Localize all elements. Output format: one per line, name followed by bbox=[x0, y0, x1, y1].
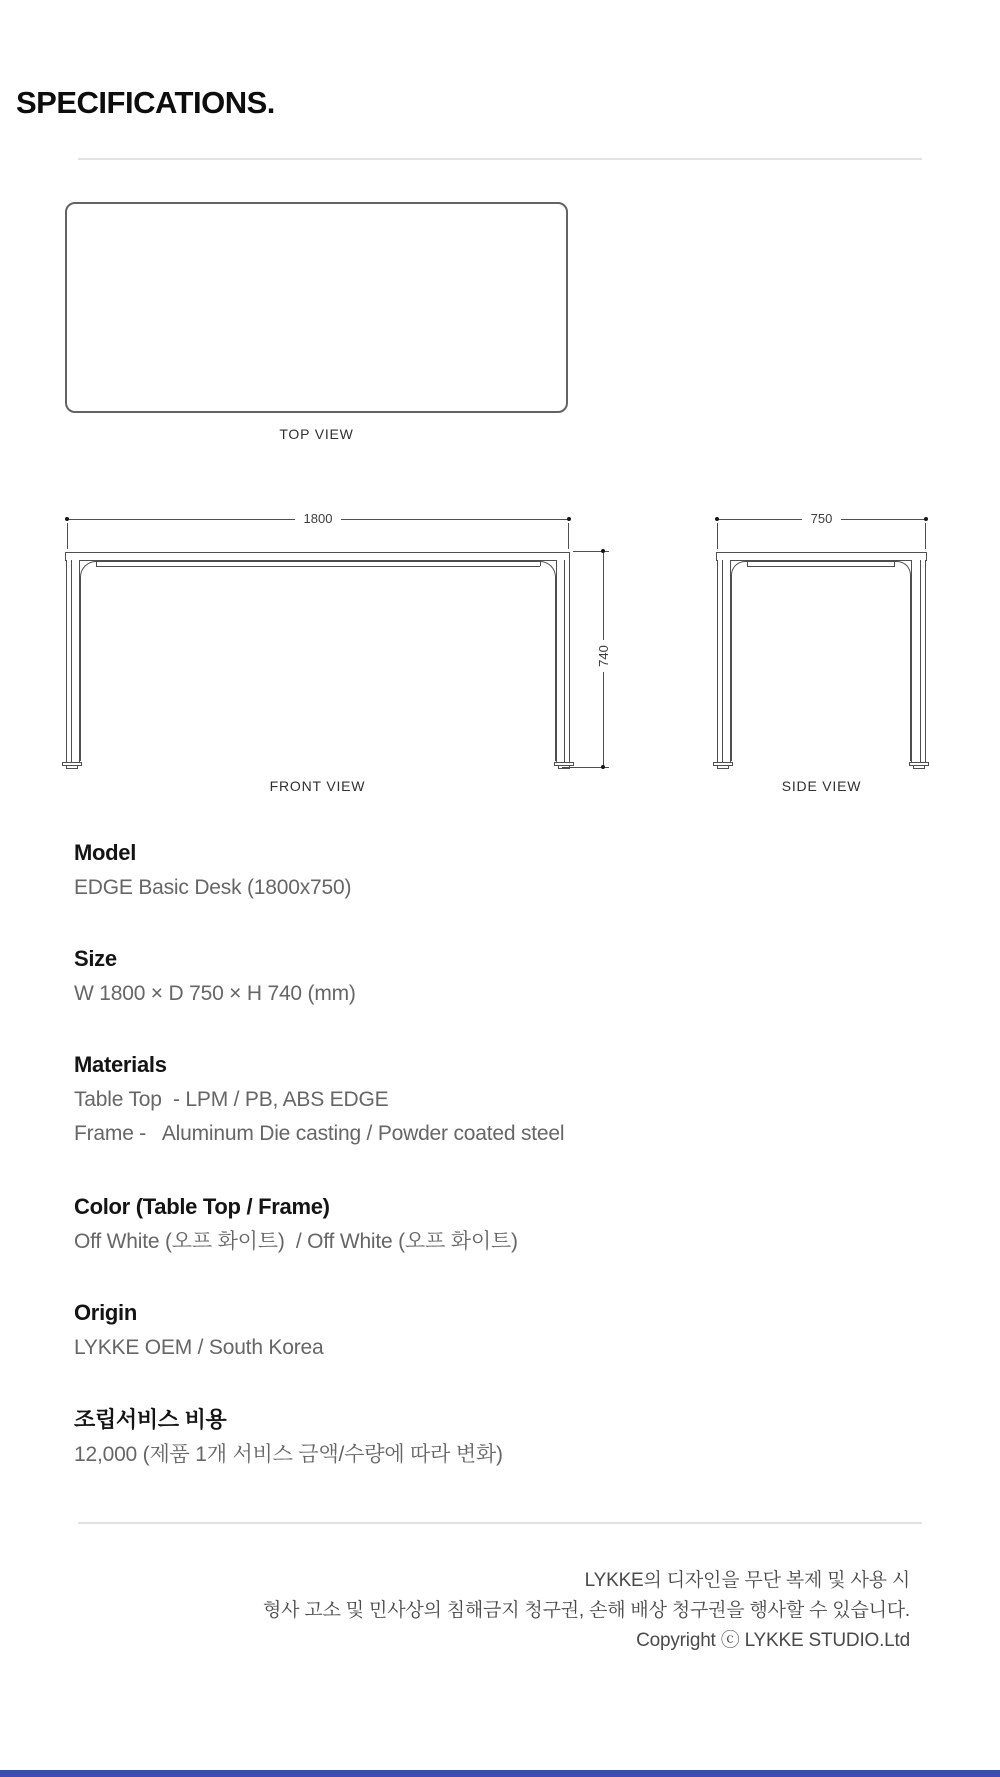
dim-740-dot-bottom bbox=[601, 765, 605, 769]
side-view-right-leg-line bbox=[920, 560, 921, 762]
spec-section-size bbox=[74, 946, 914, 1011]
spec-heading: Origin bbox=[74, 1300, 137, 1325]
top-view-label: TOP VIEW bbox=[279, 426, 354, 442]
front-view-apron-tick-right bbox=[540, 561, 541, 566]
spec-value: EDGE Basic Desk (1800x750) bbox=[74, 876, 352, 899]
spec-value: Off White (오프 화이트) / Off White (오프 화이트) bbox=[74, 1230, 518, 1253]
side-view-apron-tick-right bbox=[894, 561, 895, 566]
spec-section-origin bbox=[74, 1300, 914, 1365]
spec-section-assembly-service bbox=[74, 1407, 914, 1472]
side-view-frame bbox=[731, 561, 911, 761]
copyright-line: Copyright ⓒ LYKKE STUDIO.Ltd bbox=[636, 1630, 910, 1651]
spec-value: 12,000 (제품 1개 서비스 금액/수량에 따라 변화) bbox=[74, 1443, 503, 1466]
front-view-left-foot-glide bbox=[66, 765, 78, 769]
dim-750-value: 750 bbox=[802, 511, 842, 526]
side-view-left-leg-line bbox=[722, 560, 723, 762]
side-view-apron-line bbox=[747, 566, 895, 567]
side-view-left-leg bbox=[717, 560, 731, 763]
front-view-left-leg-line bbox=[71, 560, 72, 762]
side-view-left-foot-glide bbox=[717, 765, 729, 769]
page-title: SPECIFICATIONS. bbox=[16, 84, 275, 120]
bottom-accent-bar bbox=[0, 1770, 1000, 1777]
spec-heading: Materials bbox=[74, 1052, 167, 1077]
spec-heading: 조립서비스 비용 bbox=[74, 1407, 227, 1432]
top-view-drawing bbox=[65, 202, 568, 413]
spec-heading: Model bbox=[74, 840, 137, 865]
dim-1800-value: 1800 bbox=[295, 511, 342, 526]
side-view-tabletop bbox=[716, 552, 927, 561]
dim-1800-label bbox=[67, 510, 569, 528]
spec-section-model bbox=[74, 840, 914, 905]
spec-section-materials bbox=[74, 1052, 914, 1151]
dim-750-label bbox=[717, 510, 926, 528]
side-view-label: SIDE VIEW bbox=[781, 778, 862, 794]
front-view-frame bbox=[80, 561, 556, 761]
divider-bottom bbox=[78, 1522, 922, 1524]
spec-section-color bbox=[74, 1194, 914, 1259]
spec-value: Frame - Aluminum Die casting / Powder coated steel bbox=[74, 1122, 565, 1145]
front-view-right-leg-line bbox=[564, 560, 565, 762]
front-view-label: FRONT VIEW bbox=[269, 778, 366, 794]
front-view-apron-tick-left bbox=[96, 561, 97, 566]
side-view-apron-tick-left bbox=[747, 561, 748, 566]
front-view-tabletop bbox=[65, 552, 570, 561]
front-view-right-leg bbox=[556, 560, 570, 763]
front-view-apron-line bbox=[96, 566, 540, 567]
dim-740-label: 740 bbox=[581, 640, 625, 672]
side-view-right-foot-glide bbox=[913, 765, 925, 769]
spec-value: Table Top - LPM / PB, ABS EDGE bbox=[74, 1088, 389, 1111]
side-view-right-leg bbox=[911, 560, 926, 763]
copyright-line: LYKKE의 디자인을 무단 복제 및 사용 시 bbox=[584, 1570, 910, 1591]
dim-740-dot-top bbox=[601, 549, 605, 553]
copyright-line: 형사 고소 및 민사상의 침해금지 청구권, 손해 배상 청구권을 행사할 수 있습니다. bbox=[263, 1600, 910, 1621]
spec-heading: Color (Table Top / Frame) bbox=[74, 1194, 330, 1219]
spec-value: LYKKE OEM / South Korea bbox=[74, 1336, 324, 1359]
front-view-left-leg bbox=[66, 560, 80, 763]
spec-value: W 1800 × D 750 × H 740 (mm) bbox=[74, 982, 356, 1005]
copyright-notice bbox=[90, 1566, 910, 1656]
spec-heading: Size bbox=[74, 946, 117, 971]
divider-top bbox=[78, 158, 922, 160]
